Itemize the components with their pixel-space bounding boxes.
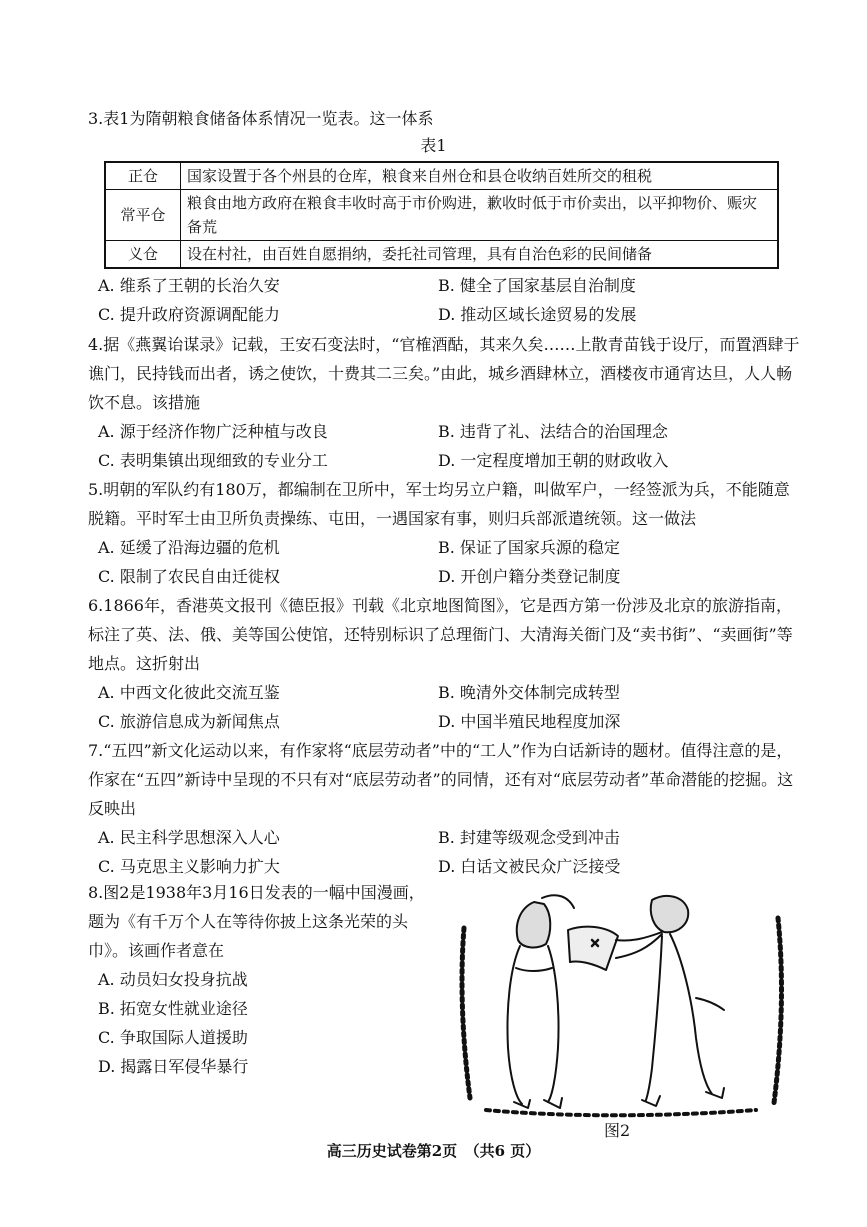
option-d[interactable]: D. 揭露日军侵华暴行	[98, 1057, 249, 1076]
option-d[interactable]: D. 一定程度增加王朝的财政收入	[438, 451, 669, 470]
option-c[interactable]: C. 限制了农民自由迁徙权	[98, 567, 280, 586]
option-b[interactable]: B. 违背了礼、法结合的治国理念	[438, 422, 668, 441]
option-b[interactable]: B. 封建等级观念受到冲击	[438, 828, 620, 847]
option-d[interactable]: D. 中国半殖民地程度加深	[438, 712, 621, 731]
table-cell-desc: 粮食由地方政府在粮食丰收时高于市价购进，歉收时低于市价卖出，以平抑物价、赈灾备荒	[181, 190, 779, 241]
option-b[interactable]: B. 健全了国家基层自治制度	[438, 276, 636, 295]
option-a[interactable]: A. 延缓了沿海边疆的危机	[98, 538, 280, 557]
option-a[interactable]: A. 动员妇女投身抗战	[98, 970, 248, 989]
table-row	[105, 190, 778, 241]
question-4-stem: 4.据《燕翼诒谋录》记载，王安石变法时，“官榷酒酤，其来久矣……上散青苗钱于设厅，而置酒肆于谯门，民持钱而出者，诱之使饮，十费其二三矣。”由此，城乡酒肆林立，酒楼夜市通宵达旦，人人畅饮不息。该措施	[88, 335, 800, 412]
option-b[interactable]: B. 保证了国家兵源的稳定	[438, 538, 620, 557]
question-5-stem: 5.明朝的军队约有180万，都编制在卫所中，军士均另立户籍，叫做军户，一经签派为兵，不能随意脱籍。平时军士由卫所负责操练、屯田，一遇国家有事，则归兵部派遣统领。这一做法	[88, 480, 790, 528]
question-3-stem: 3.表1为隋朝粮食储备体系情况一览表。这一体系	[88, 109, 434, 128]
question-7-stem: 7.“五四”新文化运动以来，有作家将“底层劳动者”中的“工人”作为白话新诗的题材。值得注意的是，作家在“五四”新诗中呈现的不只有对“底层劳动者”的同情，还有对“底层劳动者”革命潜能的挖掘。这反映出	[88, 741, 794, 818]
question-3	[88, 104, 800, 133]
option-b[interactable]: B. 晚清外交体制完成转型	[438, 683, 620, 702]
table-cell-name: 正仓	[105, 162, 181, 190]
option-a[interactable]: A. 中西文化彼此交流互鉴	[98, 683, 280, 702]
question-6	[88, 591, 800, 736]
option-d[interactable]: D. 开创户籍分类登记制度	[438, 567, 621, 586]
question-4	[88, 330, 800, 475]
table-cell-desc: 国家设置于各个州县的仓库，粮食来自州仓和县仓收纳百姓所交的租税	[181, 162, 779, 190]
page-footer: 高三历史试卷第2页 （共6 页）	[326, 1142, 541, 1160]
option-a[interactable]: A. 民主科学思想深入人心	[98, 828, 280, 847]
question-5	[88, 475, 800, 591]
question-3-options	[88, 271, 800, 329]
table-1-title: 表1	[420, 136, 447, 155]
table-row	[105, 241, 778, 269]
option-c[interactable]: C. 争取国际人道援助	[98, 1028, 248, 1047]
option-c[interactable]: C. 旅游信息成为新闻焦点	[98, 712, 280, 731]
question-8	[88, 878, 428, 1081]
option-d[interactable]: D. 推动区域长途贸易的发展	[438, 305, 637, 324]
table-cell-name: 常平仓	[105, 190, 181, 241]
cartoon-illustration	[456, 888, 786, 1118]
figure-2-caption: 图2	[604, 1121, 631, 1140]
option-a[interactable]: A. 维系了王朝的长治久安	[98, 276, 280, 295]
question-7	[88, 736, 800, 881]
question-6-stem: 6.1866年，香港英文报刊《德臣报》刊载《北京地图简图》，它是西方第一份涉及北京的旅游指南，标注了英、法、俄、美等国公使馆，还特别标识了总理衙门、大清海关衙门及“卖书街”、“卖画街”等地点。这折射出	[88, 596, 793, 673]
table-row	[105, 162, 778, 190]
option-c[interactable]: C. 提升政府资源调配能力	[98, 305, 280, 324]
table-cell-name: 义仓	[105, 241, 181, 269]
option-c[interactable]: C. 表明集镇出现细致的专业分工	[98, 451, 328, 470]
granary-table	[104, 161, 779, 269]
question-8-stem: 8.图2是1938年3月16日发表的一幅中国漫画，题为《有千万个人在等待你披上这条光荣的头巾》。该画作者意在	[88, 883, 425, 960]
option-d[interactable]: D. 白话文被民众广泛接受	[438, 857, 621, 876]
option-b[interactable]: B. 拓宽女性就业途径	[98, 999, 248, 1018]
option-c[interactable]: C. 马克思主义影响力扩大	[98, 857, 280, 876]
table-cell-desc: 设在村社，由百姓自愿捐纳，委托社司管理，具有自治色彩的民间储备	[181, 241, 779, 269]
option-a[interactable]: A. 源于经济作物广泛种植与改良	[98, 422, 328, 441]
